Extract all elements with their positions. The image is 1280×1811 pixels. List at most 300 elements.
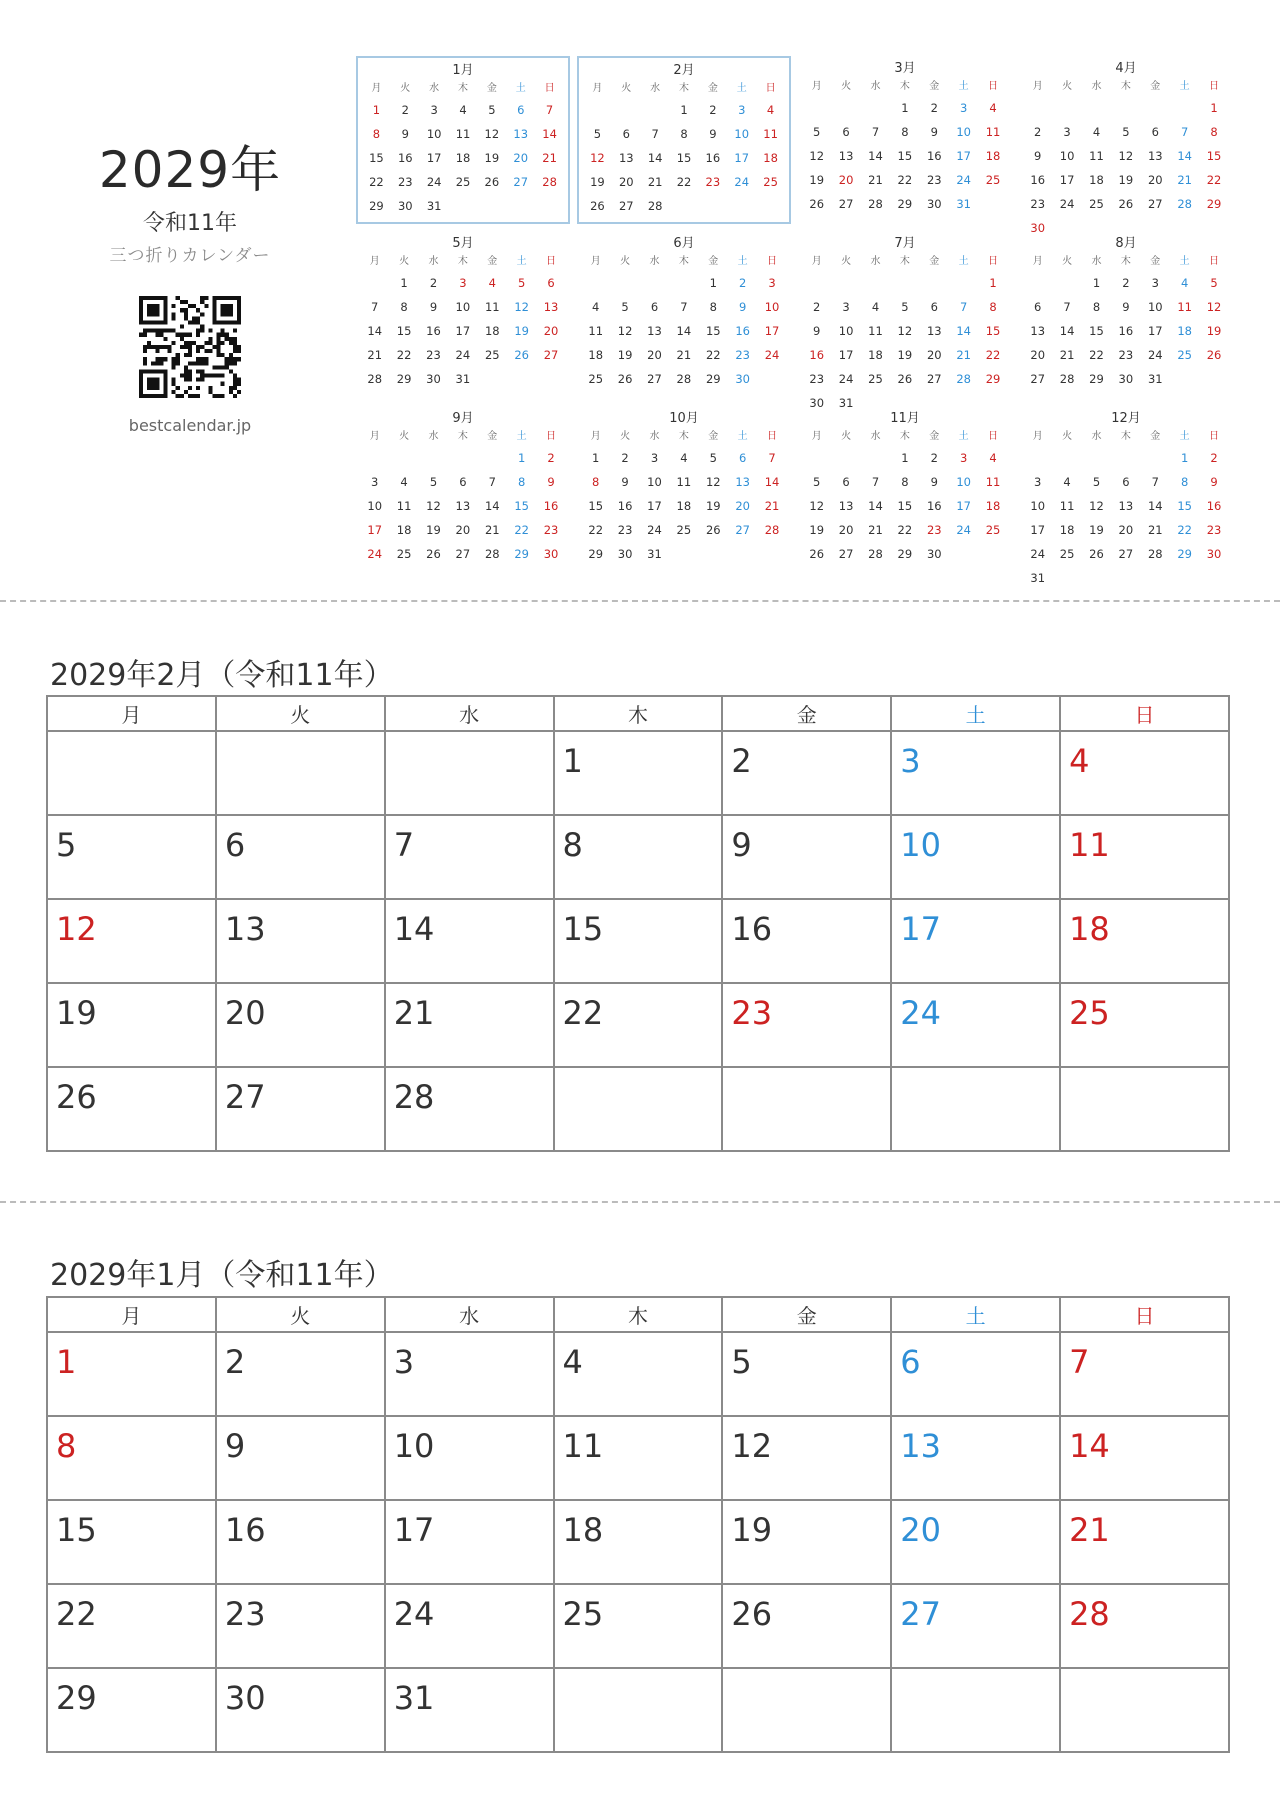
- mini-weekday: 金: [929, 431, 940, 442]
- mini-day: 26: [1118, 197, 1134, 211]
- day-number: 4: [562, 1343, 583, 1381]
- mini-day: 3: [371, 475, 379, 489]
- mini-day: 30: [735, 372, 750, 386]
- mini-day: 19: [1206, 324, 1222, 338]
- mini-day: 27: [543, 348, 559, 362]
- mini-day: 7: [959, 300, 968, 314]
- mini-month-title: 7月: [894, 236, 916, 251]
- mini-day: 24: [1059, 197, 1075, 211]
- mini-weekday: 土: [516, 431, 527, 442]
- mini-weekday: 木: [457, 256, 468, 267]
- mini-day: 18: [484, 324, 500, 338]
- mini-day: 14: [764, 475, 780, 489]
- mini-day: 4: [680, 451, 688, 465]
- mini-weekday: 月: [371, 83, 382, 94]
- mini-weekday: 日: [546, 431, 557, 442]
- mini-day: 12: [514, 300, 529, 314]
- mini-weekday: 木: [899, 431, 910, 442]
- mini-day: 3: [1034, 475, 1042, 489]
- mini-day: 8: [989, 300, 997, 314]
- mini-day: 19: [1118, 173, 1134, 187]
- month-calendar: [46, 695, 1230, 1152]
- weekday-header: 金: [722, 696, 891, 731]
- day-cell: [554, 983, 723, 1067]
- day-number: 20: [900, 1511, 941, 1549]
- mini-weekday: 水: [870, 81, 881, 92]
- mini-day: 27: [1030, 372, 1046, 386]
- day-cell: [722, 899, 891, 983]
- mini-month-title: 4月: [1115, 61, 1137, 76]
- mini-weekday: 火: [399, 431, 410, 442]
- mini-day-empty: [1199, 566, 1228, 590]
- mini-day: 14: [956, 324, 971, 338]
- mini-weekday: 土: [736, 83, 747, 94]
- mini-day: 7: [651, 127, 659, 141]
- mini-day: 3: [738, 103, 746, 117]
- mini-day: 15: [1177, 499, 1192, 513]
- mini-day: 23: [809, 372, 825, 386]
- mini-day: 27: [838, 197, 854, 211]
- mini-weekday: 水: [1091, 256, 1102, 267]
- mini-day: 25: [676, 523, 692, 537]
- mini-day: 19: [809, 173, 825, 187]
- mini-day: 5: [429, 475, 438, 489]
- day-number: 20: [224, 994, 266, 1032]
- mini-day: 25: [763, 175, 778, 189]
- mini-weekday: 日: [767, 256, 778, 267]
- mini-day: 23: [1118, 348, 1134, 362]
- day-number: 5: [731, 1343, 752, 1381]
- weekday-header: 土: [891, 696, 1060, 731]
- mini-day: 7: [371, 300, 379, 314]
- day-cell: [891, 731, 1060, 815]
- mini-day: 31: [838, 396, 854, 410]
- fold-line: [0, 600, 1280, 602]
- mini-day-empty: [831, 446, 860, 470]
- subtitle: 三つ折りカレンダー: [109, 246, 271, 266]
- mini-day: 29: [1206, 197, 1222, 211]
- mini-day: 3: [842, 300, 850, 314]
- mini-day: 13: [455, 499, 471, 513]
- day-number: 3: [900, 742, 921, 780]
- mini-day: 21: [484, 523, 500, 537]
- day-cell: [385, 899, 554, 983]
- mini-day: 26: [897, 372, 913, 386]
- mini-day: 26: [426, 547, 441, 561]
- day-cell: [216, 1584, 385, 1668]
- mini-day: 1: [709, 276, 717, 290]
- mini-day: 6: [1151, 125, 1159, 139]
- mini-day: 13: [618, 151, 634, 165]
- mini-day: 11: [455, 127, 471, 141]
- mini-calendar: [577, 231, 791, 399]
- mini-weekday: 木: [1120, 431, 1131, 442]
- fold-line: [0, 1201, 1280, 1203]
- mini-day-empty: [757, 367, 786, 391]
- mini-day: 23: [397, 175, 413, 189]
- day-number: 21: [393, 994, 435, 1032]
- day-number: 24: [900, 994, 941, 1032]
- mini-weekday: 日: [767, 431, 778, 442]
- mini-day: 23: [705, 175, 721, 189]
- day-cell: [722, 983, 891, 1067]
- mini-day: 28: [676, 372, 692, 386]
- mini-day-empty: [669, 542, 698, 566]
- mini-weekday: 水: [428, 431, 439, 442]
- mini-day: 5: [517, 276, 526, 290]
- mini-day: 25: [985, 523, 1001, 537]
- mini-weekday: 月: [811, 256, 822, 267]
- mini-day: 17: [367, 523, 383, 537]
- mini-day: 2: [930, 451, 938, 465]
- mini-day: 28: [764, 523, 780, 537]
- mini-day-empty: [890, 271, 919, 295]
- mini-weekday: 木: [457, 431, 468, 442]
- mini-day: 15: [369, 151, 384, 165]
- mini-day: 30: [1030, 221, 1046, 235]
- mini-day: 2: [930, 101, 938, 115]
- mini-day-empty: [1141, 446, 1170, 470]
- day-number: 22: [56, 1595, 97, 1633]
- mini-weekday: 月: [590, 256, 601, 267]
- day-cell: [216, 983, 385, 1067]
- mini-day: 1: [517, 451, 526, 465]
- mini-day: 17: [426, 151, 442, 165]
- mini-day: 12: [897, 324, 913, 338]
- day-cell: [47, 983, 216, 1067]
- weekday-header: 水: [385, 1297, 554, 1332]
- mini-day: 20: [838, 523, 854, 537]
- mini-day: 11: [985, 125, 1001, 139]
- weekday-header: 月: [47, 1297, 216, 1332]
- mini-day-empty: [1023, 446, 1052, 470]
- day-cell: [385, 1668, 554, 1752]
- mini-day: 25: [588, 372, 604, 386]
- mini-day: 25: [985, 173, 1001, 187]
- day-number: 7: [393, 826, 415, 864]
- day-cell: [554, 899, 723, 983]
- day-cell: [1060, 815, 1229, 899]
- site-url: bestcalendar.jp: [128, 416, 252, 435]
- mini-weekday: 金: [1150, 81, 1161, 92]
- day-cell: [47, 1584, 216, 1668]
- mini-day-empty: [757, 542, 786, 566]
- mini-day: 14: [367, 324, 383, 338]
- day-number: 17: [900, 910, 941, 948]
- mini-day: 16: [1206, 499, 1222, 513]
- day-cell: [385, 1500, 554, 1584]
- mini-day: 8: [1210, 125, 1218, 139]
- mini-day: 29: [1089, 372, 1104, 386]
- day-number: 25: [562, 1595, 604, 1633]
- mini-weekday: 土: [737, 431, 748, 442]
- mini-day-empty: [360, 271, 389, 295]
- mini-day: 9: [930, 475, 938, 489]
- day-number: 16: [731, 910, 773, 948]
- mini-day-empty: [419, 446, 448, 470]
- mini-day: 17: [455, 324, 471, 338]
- mini-day: 12: [617, 324, 633, 338]
- mini-day: 13: [1118, 499, 1134, 513]
- mini-day: 1: [1210, 101, 1218, 115]
- mini-day: 20: [926, 348, 942, 362]
- day-cell-empty: [1060, 1067, 1229, 1151]
- day-cell-empty: [722, 1668, 891, 1752]
- day-cell: [891, 1332, 1060, 1416]
- mini-day: 18: [588, 348, 604, 362]
- mini-day-empty: [581, 271, 610, 295]
- mini-day: 25: [396, 547, 412, 561]
- mini-weekday: 水: [649, 431, 660, 442]
- mini-day: 13: [1030, 324, 1046, 338]
- day-cell: [216, 1668, 385, 1752]
- day-number: 15: [562, 910, 604, 948]
- mini-weekday: 日: [988, 81, 999, 92]
- mini-day: 23: [617, 523, 633, 537]
- day-number: 14: [393, 910, 435, 948]
- mini-calendar: [577, 56, 791, 224]
- mini-month-title: 8月: [1115, 236, 1137, 251]
- mini-day: 12: [590, 151, 605, 165]
- mini-day: 14: [1177, 149, 1192, 163]
- mini-day: 24: [956, 523, 971, 537]
- mini-day: 1: [400, 276, 408, 290]
- mini-day: 16: [926, 499, 942, 513]
- mini-day: 2: [1034, 125, 1042, 139]
- mini-day: 17: [1059, 173, 1075, 187]
- mini-day: 22: [369, 175, 384, 189]
- mini-day: 15: [1206, 149, 1222, 163]
- mini-day: 4: [592, 300, 600, 314]
- mini-day: 29: [985, 372, 1001, 386]
- mini-day-empty: [535, 194, 564, 218]
- mini-day: 19: [617, 348, 633, 362]
- mini-day: 7: [1151, 475, 1159, 489]
- mini-month-title: 1月: [452, 63, 474, 78]
- day-cell: [722, 1332, 891, 1416]
- mini-day: 18: [396, 523, 412, 537]
- mini-weekday: 金: [1150, 431, 1161, 442]
- mini-day: 14: [647, 151, 663, 165]
- mini-day: 19: [514, 324, 529, 338]
- mini-day: 1: [1092, 276, 1101, 290]
- day-number: 5: [56, 826, 77, 864]
- mini-day: 27: [735, 523, 750, 537]
- mini-day: 30: [543, 547, 559, 561]
- mini-day: 26: [809, 547, 825, 561]
- day-number: 6: [224, 826, 246, 864]
- weekday-header: 月: [47, 696, 216, 731]
- day-number: 2: [224, 1343, 246, 1381]
- day-number: 9: [224, 1427, 246, 1465]
- mini-day: 28: [868, 197, 883, 211]
- day-cell: [47, 1500, 216, 1584]
- mini-day: 27: [513, 175, 529, 189]
- mini-day: 24: [838, 372, 854, 386]
- weekday-header: 火: [216, 696, 385, 731]
- day-cell: [1060, 1500, 1229, 1584]
- mini-day: 16: [1030, 173, 1046, 187]
- mini-calendar: [356, 406, 570, 574]
- day-cell: [385, 983, 554, 1067]
- mini-day: 13: [926, 324, 942, 338]
- mini-day: 21: [764, 499, 780, 513]
- qr-code-icon: [139, 296, 241, 398]
- mini-weekday: 木: [1120, 256, 1131, 267]
- mini-day: 2: [709, 103, 717, 117]
- mini-day-empty: [756, 194, 785, 218]
- day-cell: [722, 1584, 891, 1668]
- mini-day-empty: [448, 446, 477, 470]
- mini-day: 19: [1089, 523, 1104, 537]
- mini-day: 15: [514, 499, 529, 513]
- mini-weekday: 土: [958, 81, 969, 92]
- mini-weekday: 日: [988, 256, 999, 267]
- day-cell: [47, 1067, 216, 1151]
- mini-day: 29: [369, 199, 384, 213]
- mini-day: 27: [838, 547, 854, 561]
- day-number: 17: [393, 1511, 435, 1549]
- mini-day: 21: [367, 348, 383, 362]
- day-number: 19: [56, 994, 97, 1032]
- mini-day: 16: [926, 149, 942, 163]
- mini-day: 17: [956, 149, 971, 163]
- mini-day-empty: [978, 192, 1007, 216]
- mini-weekday: 水: [870, 431, 881, 442]
- mini-day: 4: [1063, 475, 1071, 489]
- mini-day: 5: [709, 451, 717, 465]
- day-cell: [1060, 899, 1229, 983]
- day-cell: [47, 815, 216, 899]
- mini-day: 25: [1059, 547, 1075, 561]
- weekday-header: 木: [554, 1297, 723, 1332]
- day-cell-empty: [891, 1067, 1060, 1151]
- mini-weekday: 木: [899, 256, 910, 267]
- mini-day: 17: [764, 324, 780, 338]
- mini-calendar: [1019, 231, 1233, 399]
- day-cell: [47, 1332, 216, 1416]
- mini-day: 12: [1206, 300, 1222, 314]
- mini-day-empty: [978, 542, 1007, 566]
- mini-day: 20: [647, 348, 662, 362]
- mini-day: 22: [1089, 348, 1104, 362]
- mini-day-empty: [802, 446, 831, 470]
- mini-day: 1: [372, 103, 381, 117]
- mini-day: 8: [400, 300, 408, 314]
- mini-day: 28: [1059, 372, 1075, 386]
- mini-day: 10: [426, 127, 442, 141]
- mini-day: 30: [397, 199, 413, 213]
- day-cell: [554, 731, 723, 815]
- mini-day: 20: [513, 151, 529, 165]
- mini-day: 2: [813, 300, 821, 314]
- mini-day: 15: [985, 324, 1001, 338]
- mini-day: 6: [842, 125, 850, 139]
- day-number: 28: [393, 1078, 435, 1116]
- mini-day: 13: [543, 300, 559, 314]
- mini-day: 13: [838, 499, 854, 513]
- mini-day: 18: [868, 348, 883, 362]
- mini-day-empty: [478, 446, 507, 470]
- mini-day: 1: [680, 103, 688, 117]
- mini-day: 30: [926, 197, 942, 211]
- mini-weekday: 水: [649, 256, 660, 267]
- mini-weekday: 水: [1091, 81, 1102, 92]
- mini-weekday: 金: [487, 256, 498, 267]
- mini-day: 8: [901, 475, 909, 489]
- mini-day: 26: [1089, 547, 1104, 561]
- mini-day: 24: [1147, 348, 1163, 362]
- day-cell: [1060, 1584, 1229, 1668]
- day-number: 14: [1069, 1427, 1110, 1465]
- day-cell: [891, 899, 1060, 983]
- mini-day: 2: [738, 276, 747, 290]
- weekday-header: 火: [216, 1297, 385, 1332]
- mini-weekday: 火: [620, 431, 631, 442]
- day-number: 11: [1069, 826, 1110, 864]
- day-number: 19: [731, 1511, 773, 1549]
- mini-day-empty: [583, 98, 612, 122]
- mini-day-empty: [1170, 367, 1199, 391]
- weekday-header: 土: [891, 1297, 1060, 1332]
- mini-month-title: 11月: [890, 411, 920, 426]
- mini-day: 7: [871, 475, 880, 489]
- mini-day: 8: [592, 475, 600, 489]
- mini-day: 6: [842, 475, 850, 489]
- mini-weekday: 火: [399, 256, 410, 267]
- day-number: 29: [56, 1679, 97, 1717]
- mini-day: 23: [735, 348, 750, 362]
- mini-day: 22: [396, 348, 412, 362]
- mini-weekday: 金: [708, 256, 719, 267]
- mini-day: 20: [1030, 348, 1046, 362]
- mini-day-empty: [640, 271, 669, 295]
- mini-weekday: 金: [929, 256, 940, 267]
- mini-day-empty: [670, 194, 699, 218]
- mini-day: 4: [1092, 125, 1101, 139]
- mini-day: 21: [542, 151, 557, 165]
- mini-day: 7: [488, 475, 496, 489]
- mini-day: 6: [547, 276, 555, 290]
- mini-day: 4: [488, 276, 496, 290]
- mini-weekday: 月: [811, 81, 822, 92]
- mini-month-title: 12月: [1111, 411, 1141, 426]
- mini-weekday: 土: [1179, 256, 1190, 267]
- mini-day: 18: [985, 149, 1001, 163]
- mini-day: 26: [705, 523, 721, 537]
- day-number: 30: [224, 1679, 266, 1717]
- day-cell-empty: [722, 1067, 891, 1151]
- mini-day: 4: [766, 103, 775, 117]
- mini-day-empty: [507, 367, 536, 391]
- mini-day: 5: [488, 103, 496, 117]
- mini-day: 6: [738, 451, 747, 465]
- mini-day: 24: [764, 348, 780, 362]
- mini-day: 30: [809, 396, 825, 410]
- mini-day: 21: [1059, 348, 1075, 362]
- mini-calendar: [798, 406, 1012, 574]
- mini-weekday: 月: [1032, 81, 1043, 92]
- mini-weekday: 金: [1150, 256, 1161, 267]
- mini-month-title: 5月: [452, 236, 474, 251]
- mini-day-empty: [1141, 96, 1170, 120]
- day-cell: [554, 1500, 723, 1584]
- mini-day-empty: [861, 96, 890, 120]
- day-number: 27: [224, 1078, 266, 1116]
- day-cell-empty: [216, 731, 385, 815]
- mini-day: 9: [621, 475, 629, 489]
- mini-weekday: 月: [369, 431, 380, 442]
